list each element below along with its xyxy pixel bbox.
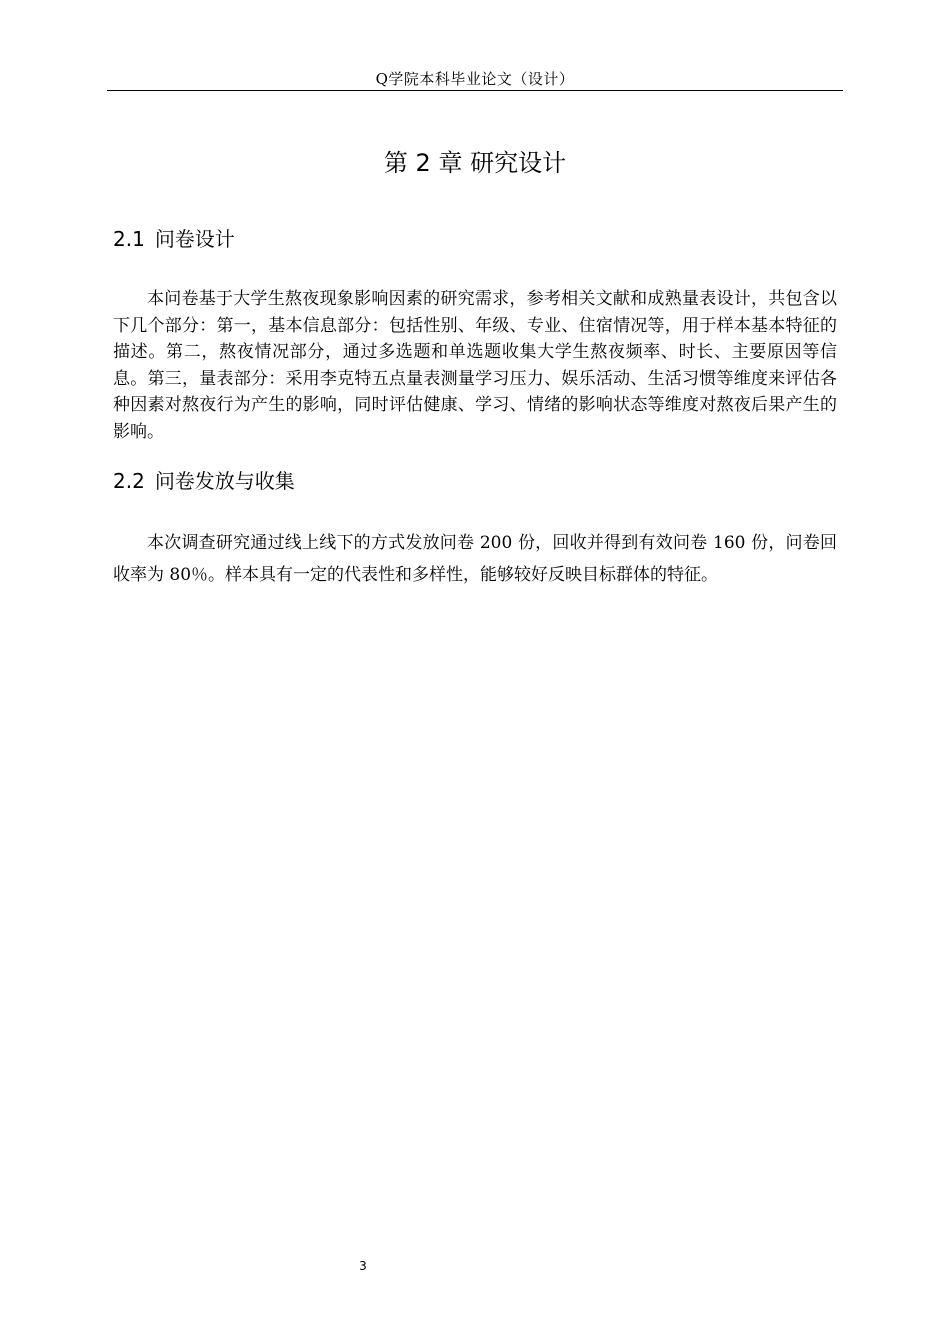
chapter-title: 第 2 章 研究设计 (383, 149, 567, 177)
section-heading-2-1 (113, 224, 235, 254)
page-header: Q学院本科毕业论文（设计） (375, 70, 575, 88)
header-divider (107, 90, 843, 91)
section-number: 2.1 (113, 227, 145, 251)
section-title-text: 问卷设计 (154, 227, 235, 251)
section-number: 2.2 (113, 469, 145, 493)
page-number: 3 (359, 1259, 367, 1273)
section-2-1-paragraph: 本问卷基于大学生熬夜现象影响因素的研究需求，参考相关文献和成熟量表设计，共包含以下几个部分：第一，基本信息部分：包括性别、年级、专业、住宿情况等，用于样本基本特征的描述。第二，熬夜情况部分，通过多选题和单选题收集大学生熬夜频率、时长、主要原因等信息。第三，量表部分：采用李克特五点量表测量学习压力、娱乐活动、生活习惯等维度来评估各种因素对熬夜行为产生的影响，同时评估健康、学习、情绪的影响状态等维度对熬夜后果产生的影响。 (113, 289, 837, 442)
section-title-text: 问卷发放与收集 (154, 469, 295, 493)
section-2-2-paragraph: 本次调查研究通过线上线下的方式发放问卷 200 份，回收并得到有效问卷 160 份，问卷回收率为 80％。样本具有一定的代表性和多样性，能够较好反映目标群体的特征。 (113, 533, 837, 585)
section-heading-2-2 (113, 466, 295, 496)
